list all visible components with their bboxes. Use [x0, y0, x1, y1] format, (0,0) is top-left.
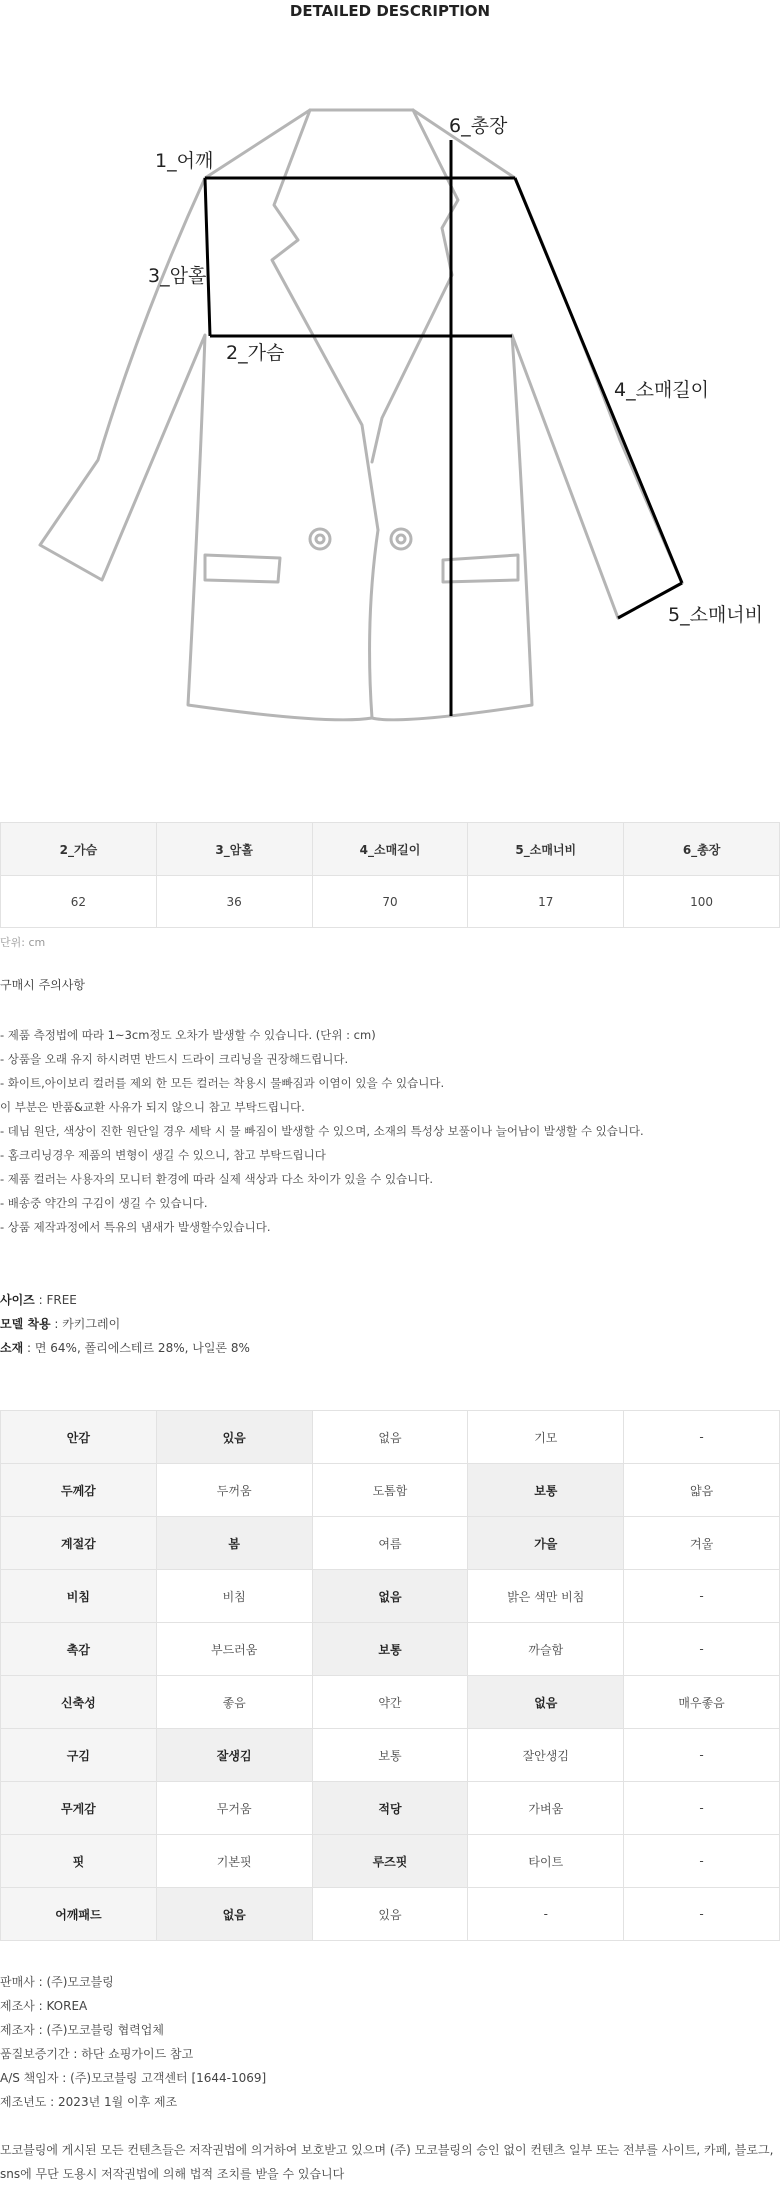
label-total-length: 6_총장 [449, 115, 508, 137]
attribute-name: 핏 [1, 1835, 157, 1888]
caution-item: - 데님 원단, 색상이 진한 원단일 경우 세탁 시 물 빠짐이 발생할 수 있으며, 소재의 특성상 보풀이나 늘어남이 발생할 수 있습니다. [0, 1124, 644, 1138]
measurement-header: 3_암홀 [156, 823, 312, 876]
attribute-option-selected: 없음 [468, 1676, 624, 1729]
size-value: : FREE [34, 1293, 77, 1307]
measurement-header: 2_가슴 [1, 823, 157, 876]
attribute-option: 두꺼움 [156, 1464, 312, 1517]
caution-item: - 상품을 오래 유지 하시려면 반드시 드라이 크리닝을 권장해드립니다. [0, 1052, 349, 1066]
attribute-row [1, 1782, 780, 1835]
attribute-name: 촉감 [1, 1623, 157, 1676]
attribute-option: 좋음 [156, 1676, 312, 1729]
attribute-name: 계절감 [1, 1517, 157, 1570]
unit-note: 단위: cm [0, 936, 46, 949]
attribute-row [1, 1888, 780, 1941]
attribute-name: 무게감 [1, 1782, 157, 1835]
seller-line: 판매사 : (주)모코블링 [0, 1975, 114, 1989]
attribute-option: 비침 [156, 1570, 312, 1623]
attribute-option-selected: 가을 [468, 1517, 624, 1570]
attribute-table [0, 1410, 780, 1941]
attribute-option-selected: 보통 [468, 1464, 624, 1517]
attribute-option: 타이트 [468, 1835, 624, 1888]
attribute-name: 두께감 [1, 1464, 157, 1517]
attribute-option: 보통 [312, 1729, 468, 1782]
jacket-outline [40, 110, 682, 720]
attribute-option: - [624, 1411, 780, 1464]
cautions-list [0, 1023, 644, 1239]
jacket-measurement-diagram [0, 80, 780, 740]
attribute-row [1, 1623, 780, 1676]
page-title: DETAILED DESCRIPTION [289, 2, 491, 20]
attribute-option: 기본핏 [156, 1835, 312, 1888]
attribute-row [1, 1676, 780, 1729]
label-sleeve-width: 5_소매너비 [668, 604, 764, 626]
measurement-value: 70 [312, 876, 468, 928]
caution-item: - 제품 컬러는 사용자의 모니터 환경에 따라 실제 색상과 다소 차이가 있을 수 있습니다. [0, 1172, 434, 1186]
copyright-notice: 모코블링에 게시된 모든 컨텐츠들은 저작권법에 의거하여 보호받고 있으며 (주) 모코블링의 승인 없이 컨텐츠 일부 또는 전부를 사이트, 카페, 블로그, sns에 무단 도용시 저작권법에 의해 법적 조치를 받을 수 있습니다 [0, 2143, 774, 2181]
attribute-option: 도톰함 [312, 1464, 468, 1517]
attribute-option: - [468, 1888, 624, 1941]
caution-item: - 홈크리닝경우 제품의 변형이 생길 수 있으니, 참고 부탁드립니다 [0, 1148, 326, 1162]
attribute-option: 기모 [468, 1411, 624, 1464]
measurement-header-row [1, 823, 780, 876]
attribute-option: 매우좋음 [624, 1676, 780, 1729]
model-value: : 카키그레이 [50, 1317, 121, 1331]
measurement-value: 17 [468, 876, 624, 928]
attribute-option-selected: 없음 [312, 1570, 468, 1623]
measurement-value: 62 [1, 876, 157, 928]
caution-item: 이 부분은 반품&교환 사유가 되지 않으니 참고 부탁드립니다. [0, 1100, 305, 1114]
caution-item: - 제품 측정법에 따라 1~3cm정도 오차가 발생할 수 있습니다. (단위 : cm) [0, 1028, 376, 1042]
attribute-option: 부드러움 [156, 1623, 312, 1676]
attribute-option: - [624, 1782, 780, 1835]
measurement-value: 36 [156, 876, 312, 928]
attribute-option: 까슬함 [468, 1623, 624, 1676]
attribute-option: - [624, 1729, 780, 1782]
measurement-value-row [1, 876, 780, 928]
measurement-header: 4_소매길이 [312, 823, 468, 876]
attribute-option-selected: 잘생김 [156, 1729, 312, 1782]
attribute-name: 신축성 [1, 1676, 157, 1729]
measurement-value: 100 [624, 876, 780, 928]
attribute-option: 있음 [312, 1888, 468, 1941]
seller-info [0, 1970, 266, 2114]
attribute-name: 비침 [1, 1570, 157, 1623]
attribute-option: - [624, 1835, 780, 1888]
size-info [0, 1288, 250, 1312]
caution-item: - 배송중 약간의 구김이 생길 수 있습니다. [0, 1196, 208, 1210]
model-info [0, 1312, 250, 1336]
seller-line: 품질보증기간 : 하단 쇼핑가이드 참고 [0, 2047, 194, 2061]
measurement-table [0, 822, 780, 928]
caution-item: - 화이트,아이보리 컬러를 제외 한 모든 컬러는 착용시 물빠짐과 이염이 있을 수 있습니다. [0, 1076, 445, 1090]
label-chest: 2_가슴 [226, 342, 285, 364]
attribute-option: 무거움 [156, 1782, 312, 1835]
attribute-option-selected: 적당 [312, 1782, 468, 1835]
attribute-option-selected: 봄 [156, 1517, 312, 1570]
attribute-name: 어깨패드 [1, 1888, 157, 1941]
attribute-row [1, 1411, 780, 1464]
measurement-header: 5_소매너비 [468, 823, 624, 876]
attribute-option: 얇음 [624, 1464, 780, 1517]
cautions-title: 구매시 주의사항 [0, 978, 85, 992]
seller-line: A/S 책임자 : (주)모코블링 고객센터 [1644-1069] [0, 2071, 267, 2085]
attribute-option: - [624, 1623, 780, 1676]
attribute-name: 구김 [1, 1729, 157, 1782]
attribute-name: 안감 [1, 1411, 157, 1464]
attribute-option: 가벼움 [468, 1782, 624, 1835]
attribute-option: 약간 [312, 1676, 468, 1729]
product-info [0, 1288, 250, 1360]
attribute-option: 잘안생김 [468, 1729, 624, 1782]
attribute-row [1, 1517, 780, 1570]
model-label: 모델 착용 [0, 1317, 51, 1331]
label-armhole: 3_암홀 [148, 265, 207, 287]
attribute-option: 밝은 색만 비침 [468, 1570, 624, 1623]
label-shoulder: 1_어깨 [155, 150, 214, 172]
attribute-row [1, 1570, 780, 1623]
caution-item: - 상품 제작과정에서 특유의 냄새가 발생할수있습니다. [0, 1220, 271, 1234]
attribute-option: - [624, 1570, 780, 1623]
attribute-option: - [624, 1888, 780, 1941]
material-label: 소재 [0, 1341, 24, 1355]
attribute-row [1, 1835, 780, 1888]
attribute-option: 겨울 [624, 1517, 780, 1570]
attribute-option: 여름 [312, 1517, 468, 1570]
attribute-option-selected: 없음 [156, 1888, 312, 1941]
attribute-row [1, 1464, 780, 1517]
attribute-option-selected: 있음 [156, 1411, 312, 1464]
seller-line: 제조년도 : 2023년 1월 이후 제조 [0, 2095, 178, 2109]
attribute-row [1, 1729, 780, 1782]
attribute-option: 없음 [312, 1411, 468, 1464]
measurement-header: 6_총장 [624, 823, 780, 876]
material-info [0, 1336, 250, 1360]
seller-line: 제조사 : KOREA [0, 1999, 88, 2013]
label-sleeve-length: 4_소매길이 [614, 379, 710, 401]
seller-line: 제조자 : (주)모코블링 협력업체 [0, 2023, 164, 2037]
attribute-option-selected: 루즈핏 [312, 1835, 468, 1888]
size-label: 사이즈 [0, 1293, 35, 1307]
attribute-option-selected: 보통 [312, 1623, 468, 1676]
material-value: : 면 64%, 폴리에스테르 28%, 나일론 8% [23, 1341, 250, 1355]
